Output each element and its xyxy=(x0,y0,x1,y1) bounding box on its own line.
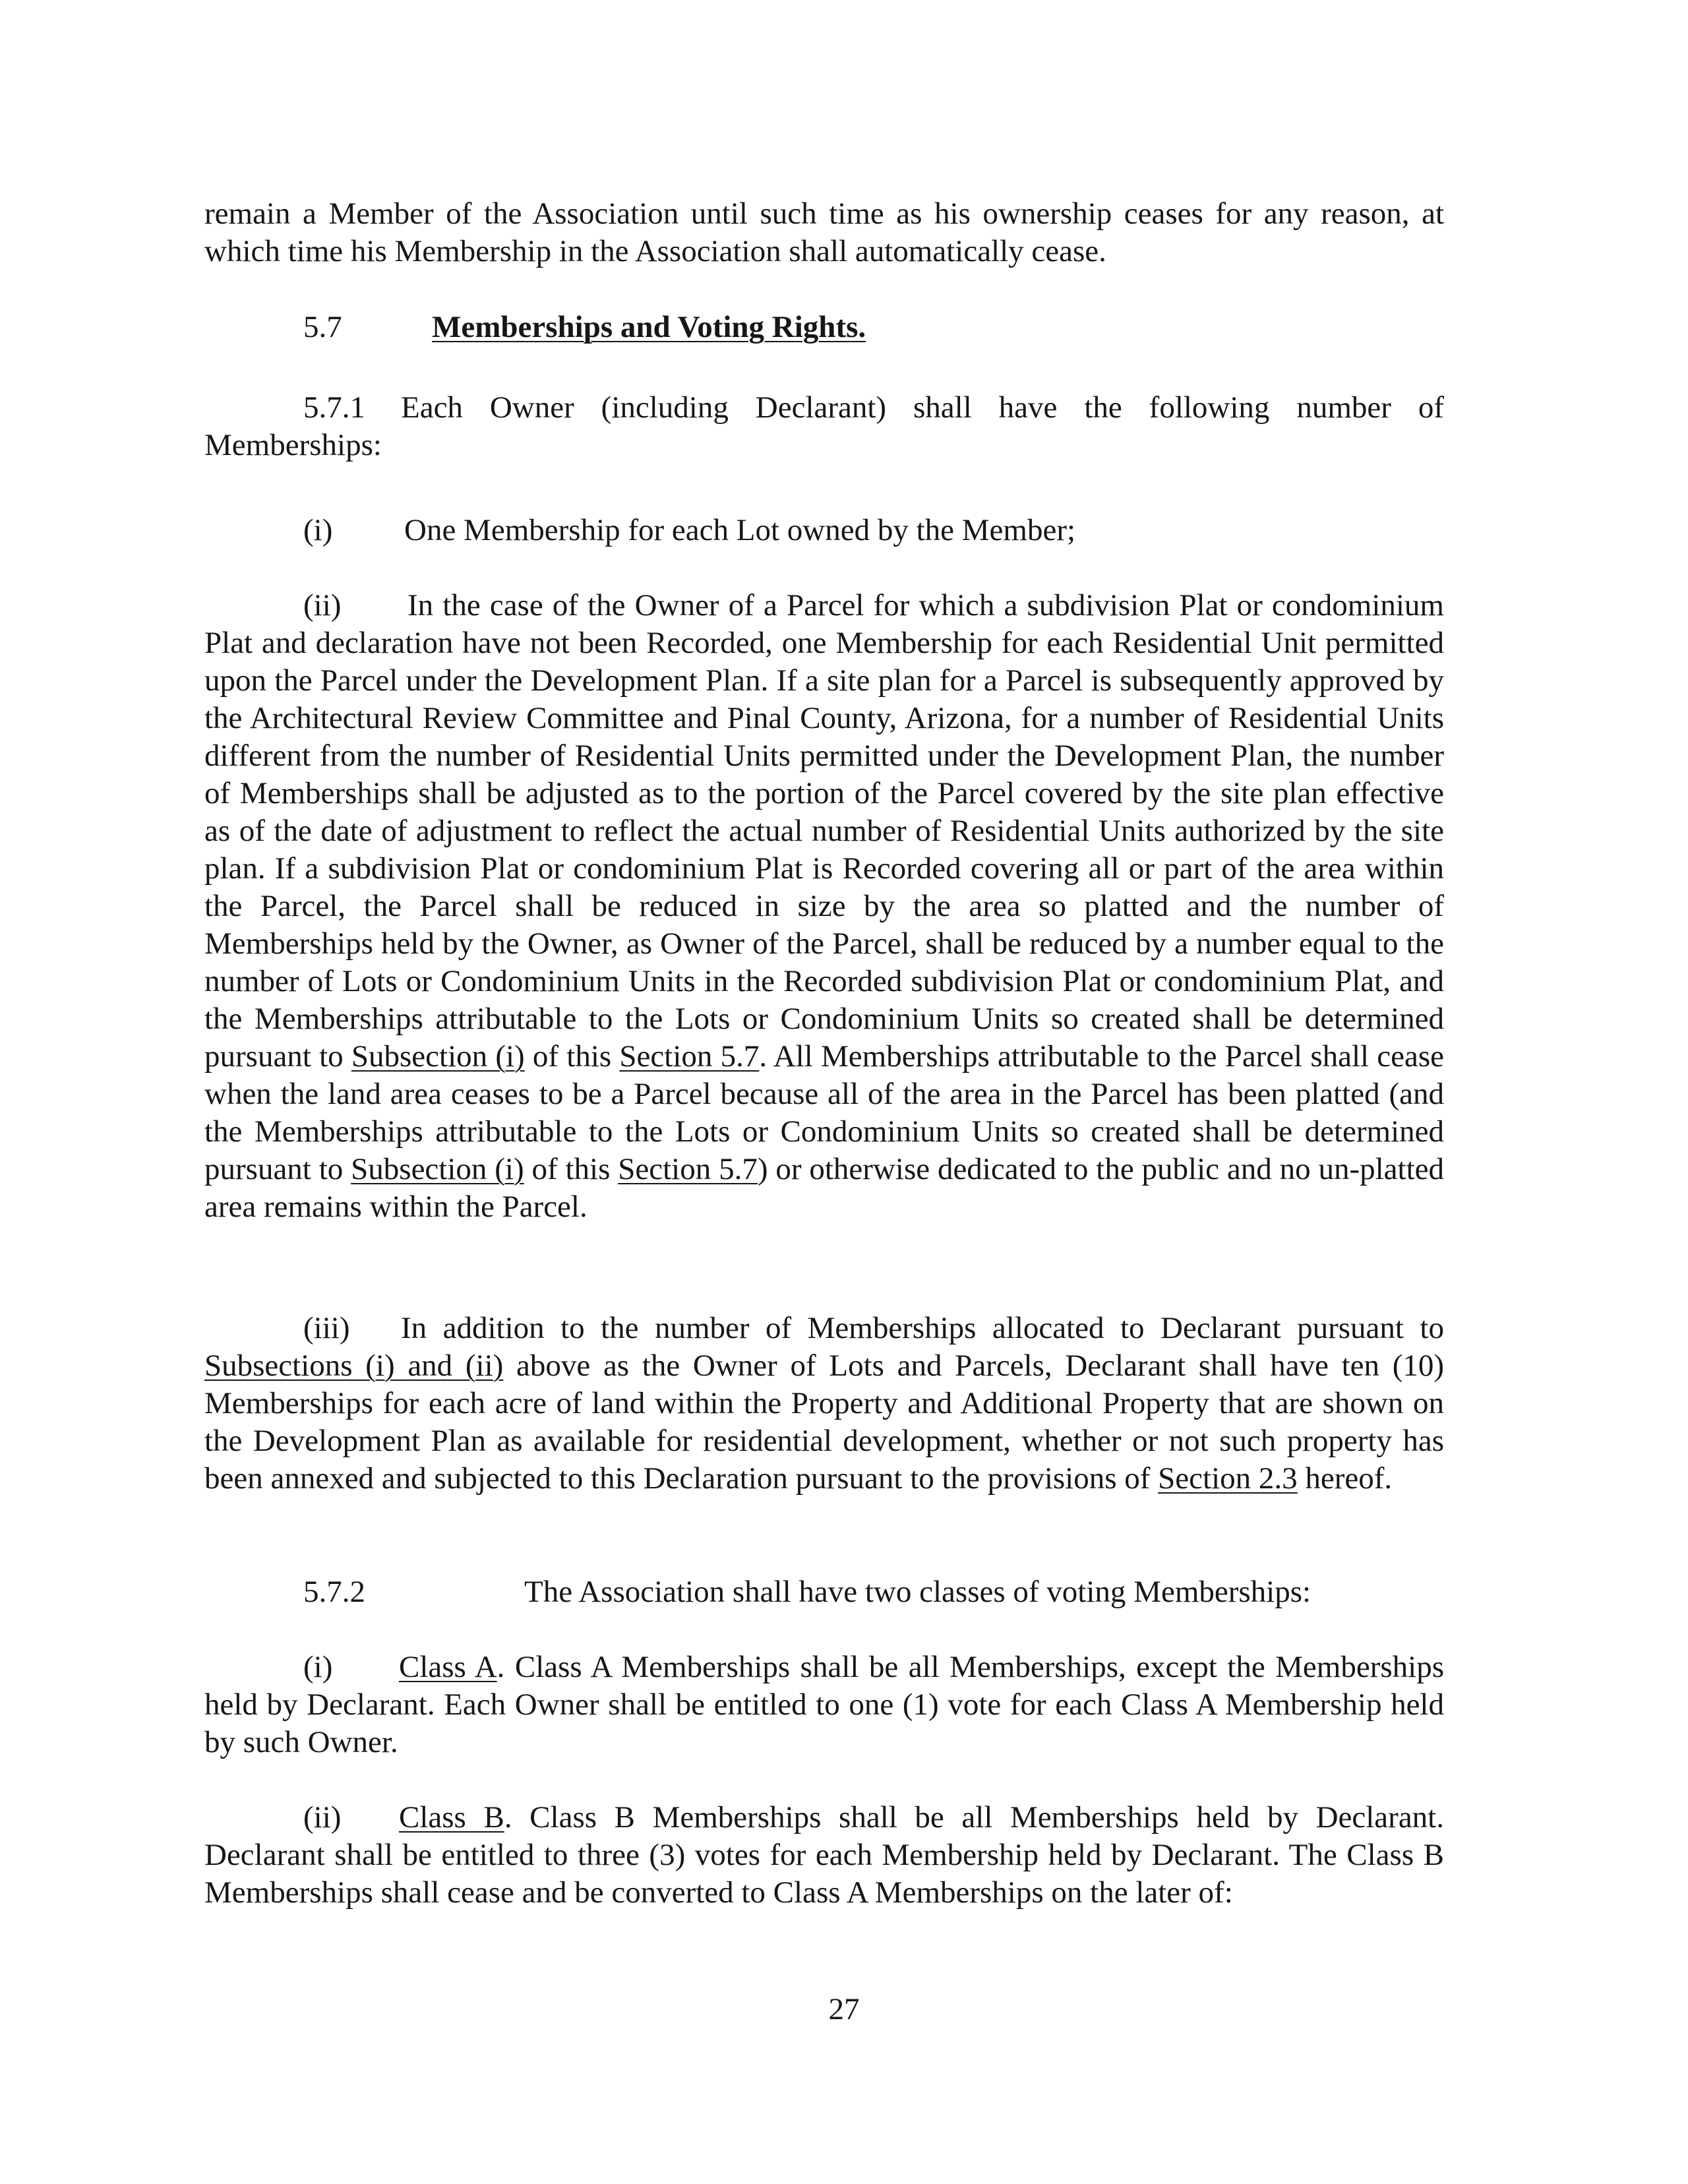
clause-5-7-2-i xyxy=(204,1649,1444,1761)
clause-text: of this xyxy=(532,1039,612,1074)
cross-reference: Section 5.7 xyxy=(618,1152,758,1186)
continuation-paragraph xyxy=(204,195,1444,270)
subsection-number: 5.7.1 xyxy=(303,390,365,425)
cross-reference: Section 5.7 xyxy=(619,1039,760,1074)
subsection-text: Each Owner (including Declarant) shall have the following number of Memberships: xyxy=(204,390,1444,462)
clause-text: . Class B Memberships shall be all Memberships held by Declarant. Declarant shall be entitled to three (3) votes for each Membership held by Declarant. The Class B Memberships shall cease and be converted to Class A Memberships on the later of: xyxy=(204,1800,1444,1910)
clause-5-7-1-iii xyxy=(204,1310,1444,1498)
subsection-5-7-1 xyxy=(204,389,1444,464)
subsection-5-7-2 xyxy=(204,1573,1444,1611)
cross-reference: Subsection (i) xyxy=(351,1152,524,1186)
clause-text: In addition to the number of Memberships allocated to Declarant pursuant to xyxy=(401,1311,1444,1345)
clause-marker: (i) xyxy=(303,513,333,547)
clause-text: ) or otherwise dedicated to the public and no un-platted area remains within the Parcel. xyxy=(204,1152,1445,1224)
clause-text: In the case of the Owner of a Parcel for which a subdivision Plat or condominium Plat and declaration have not been Recorded, one Membership for each Residential Unit permitted upon the Parcel under the Development Plan. If a site plan for a Parcel is subsequently approved by the Architectural Review Committee and Pinal County, Arizona, for a number of Residential Units different from the number of Residential Units permitted under the Development Plan, the number of Memberships shall be adjusted as to the portion of the Parcel covered by the site plan effective as of the date of adjustment to reflect the actual number of Residential Units authorized by the site plan. If a subdivision Plat or condominium Plat is Recorded covering all or part of the area within the Parcel, the Parcel shall be reduced in size by the area so platted and the number of Memberships held by the Owner, as Owner of the Parcel, shall be reduced by a number equal to the number of Lots or Condominium Units in the Recorded subdivision Plat or condominium Plat, and the Memberships attributable to the Lots or Condominium Units so created shall be determined pursuant to xyxy=(204,588,1444,1074)
section-5-7-heading xyxy=(204,309,1444,346)
class-label: Class B xyxy=(399,1800,504,1835)
clause-text: . All Memberships attributable to the Parcel shall cease when the land area ceases to be a Parcel because all of the area in the Parcel has been platted (and the Memberships attributable to the Lots or Condominium Units so created shall be determined pursuant to xyxy=(204,1039,1445,1186)
cross-reference: Section 2.3 xyxy=(1158,1461,1298,1496)
clause-text: hereof. xyxy=(1305,1461,1393,1496)
clause-5-7-2-ii xyxy=(204,1799,1444,1912)
clause-text: of this xyxy=(531,1152,611,1186)
clause-marker: (ii) xyxy=(303,588,342,622)
cross-reference: Subsections (i) and (ii) xyxy=(204,1349,504,1383)
subsection-text: The Association shall have two classes of voting Memberships: xyxy=(524,1575,1311,1609)
section-title: Memberships and Voting Rights. xyxy=(432,310,866,344)
clause-text: One Membership for each Lot owned by the Member; xyxy=(404,513,1076,547)
clause-text: . Class A Memberships shall be all Memberships, except the Memberships held by Declarant. Each Owner shall be entitled to one (1) vote for each Class A Membership held by such Owner. xyxy=(204,1650,1444,1759)
clause-5-7-1-i xyxy=(204,512,1444,549)
class-label: Class A xyxy=(399,1650,497,1684)
section-number: 5.7 xyxy=(303,310,342,344)
clause-text: above as the Owner of Lots and Parcels, Declarant shall have ten (10) Memberships for each acre of land within the Property and Additional Property that are shown on the Development Plan as available for residential development, whether or not such property has been annexed and subjected to this Declaration pursuant to the provisions of xyxy=(204,1349,1445,1496)
page-number: 27 xyxy=(828,1992,860,2026)
clause-marker: (ii) xyxy=(303,1800,342,1835)
clause-marker: (i) xyxy=(303,1650,333,1684)
continuation-text: remain a Member of the Association until such time as his ownership ceases for any reason, at which time his Membership in the Association shall automatically cease. xyxy=(204,197,1444,268)
subsection-number: 5.7.2 xyxy=(303,1575,365,1609)
clause-marker: (iii) xyxy=(303,1311,350,1345)
cross-reference: Subsection (i) xyxy=(351,1039,525,1074)
clause-5-7-1-ii xyxy=(204,587,1444,1226)
